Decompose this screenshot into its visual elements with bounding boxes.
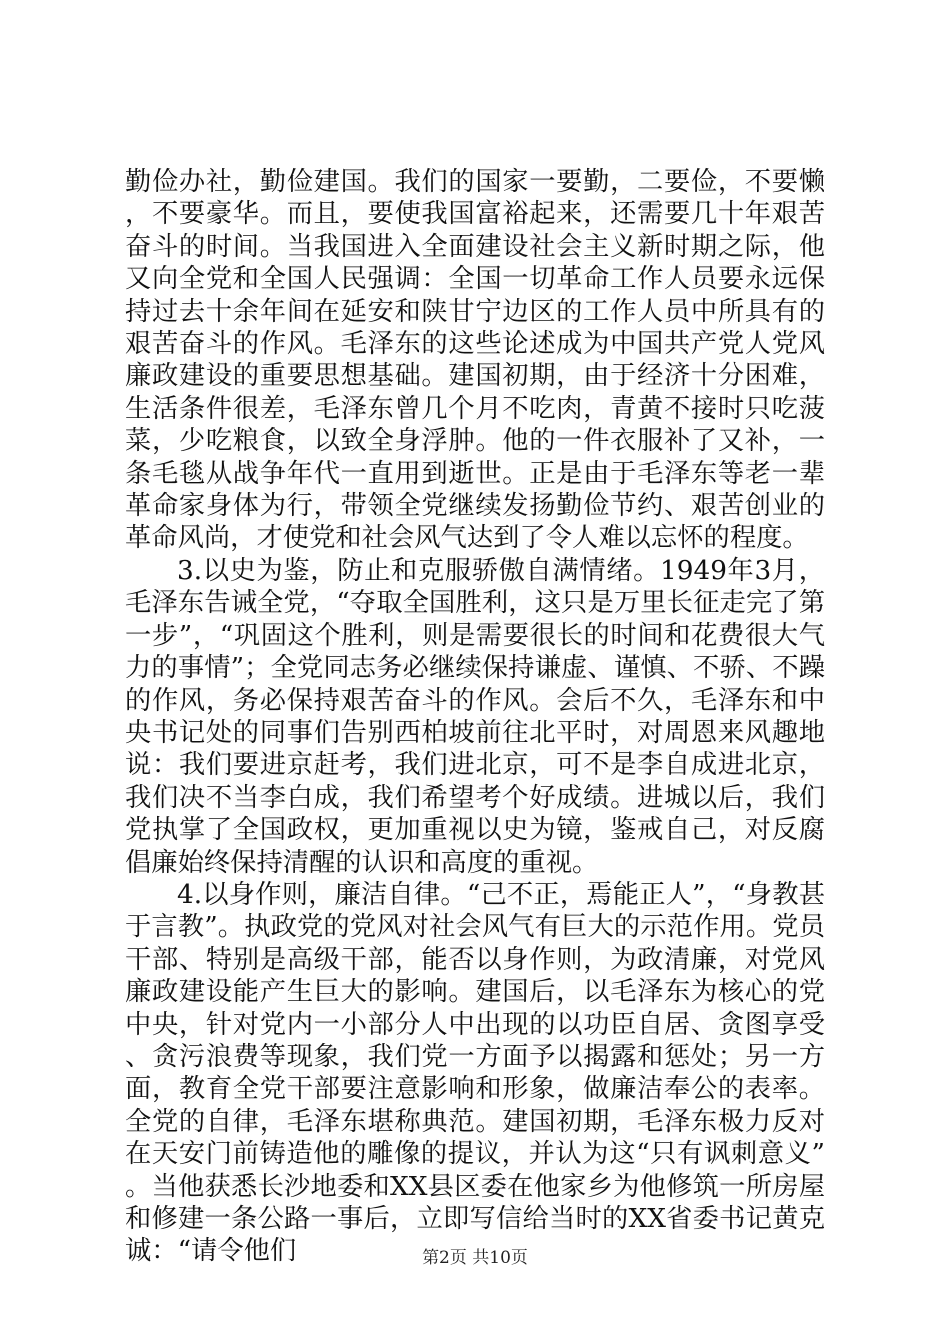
paragraph-1: 勤俭办社，勤俭建国。我们的国家一要勤，二要俭，不要懒，不要豪华。而且，要使我国富裕起来，还需要几十年艰苦奋斗的时间。当我国进入全面建设社会主义新时期之际，他又向全党和全国人民强调：全国一切革命工作人员要永远保持过去十余年间在延安和陕甘宁边区的工作人员中所具有的艰苦奋斗的作风。毛泽东的这些论述成为中国共产党人党风廉政建设的重要思想基础。建国初期，由于经济十分困难，生活条件很差，毛泽东曾几个月不吃肉，青黄不接时只吃菠菜，少吃粮食，以致全身浮肿。他的一件衣服补了又补，一条毛毯从战争年代一直用到逝世。正是由于毛泽东等老一辈革命家身体为行，带领全党继续发扬勤俭节约、艰苦创业的革命风尚，才使党和社会风气达到了令人难以忘怀的程度。: [125, 167, 825, 554]
paragraph-2: 3.以史为鉴，防止和克服骄傲自满情绪。1949年3月，毛泽东告诫全党，“夺取全国胜利，这只是万里长征走完了第一步”，“巩固这个胜利，则是需要很长的时间和花费很大气力的事情”；全党同志务必继续保持谦虚、谨慎、不骄、不躁的作风，务必保持艰苦奋斗的作风。会后不久，毛泽东和中央书记处的同事们告别西柏坡前往北平时，对周恩来风趣地说：我们要进京赶考，我们进北京，可不是李自成进北京，我们决不当李白成，我们希望考个好成绩。进城以后，我们党执掌了全国政权，更加重视以史为镜，鉴戒自己，对反腐倡廉始终保持清醒的认识和高度的重视。: [125, 555, 825, 878]
document-body: [125, 166, 825, 1268]
page-number-footer: 第2页 共10页: [422, 1248, 528, 1268]
paragraph-3: 4.以身作则，廉洁自律。“己不正，焉能正人”，“身教甚于言教”。执政党的党风对社会风气有巨大的示范作用。党员干部、特别是高级干部，能否以身作则，为政清廉，对党风廉政建设能产生巨大的影响。建国后，以毛泽东为核心的党中央，针对党内一小部分人中出现的以功臣自居、贪图享受、贪污浪费等现象，我们党一方面予以揭露和惩处；另一方面，教育全党干部要注意影响和形象，做廉洁奉公的表率。全党的自律，毛泽东堪称典范。建国初期，毛泽东极力反对在天安门前铸造他的雕像的提议，并认为这“只有讽刺意义”。当他获悉长沙地委和XX县区委在他家乡为他修筑一所房屋和修建一条公路一事后，立即写信给当时的XX省委书记黄克诚：“请令他们: [125, 879, 825, 1267]
